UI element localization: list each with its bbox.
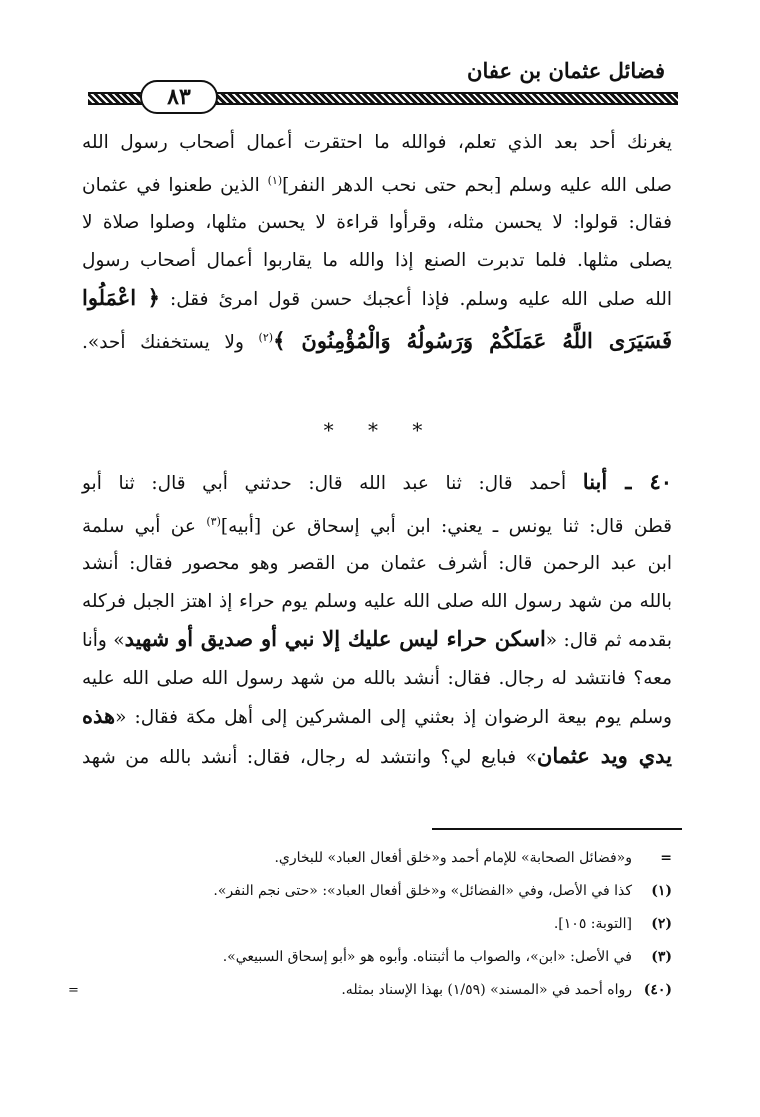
p1-line-1: يغرنك أحد بعد الذي تعلم، فوالله ما احتقرت أعمال أصحاب رسول الله (82, 132, 672, 153)
p1-line-2-text: صلى الله عليه وسلم [بحم حتى نحب الدهر النفر] (282, 174, 672, 196)
section-separator: * * * (323, 418, 437, 442)
p2-line-4: بالله من شهد رسول الله صلى الله عليه وسلم يوم حراء إذ اهتز الجبل فركله (82, 590, 672, 612)
footnote-text: [التوبة: ١٠٥]. (553, 916, 632, 932)
prophet-quote-2-end: يدي ويد عثمان (536, 742, 672, 768)
footnote-ref-3[interactable]: (٣) (206, 514, 221, 528)
p1-line-6 (82, 319, 672, 362)
footnote-text: و«فضائل الصحابة» للإمام أحمد و«خلق أفعال العباد» للبخاري. (274, 850, 632, 866)
footnote-40 (68, 974, 672, 1007)
footnote-text: في الأصل: «ابن»، والصواب ما أثبتناه. وأبوه هو «أبو إسحاق السبيعي». (222, 949, 632, 965)
footnote-mark: (٢) (651, 916, 672, 932)
prophet-quote-2-start: هذه (82, 703, 116, 729)
p2-line-6: معه؟ فانتشد له رجال. فقال: أنشد بالله من شهد رسول الله صلى الله عليه (82, 667, 672, 689)
p2-line-2-text: قطن قال: ثنا يونس ـ يعني: ابن أبي إسحاق عن [أبيه] (220, 515, 672, 537)
quran-quote-start: ﴿ اعْمَلُوا (82, 285, 160, 311)
footnote-text: رواه أحمد في «المسند» (١/٥٩) بهذا الإسناد بمثله. (341, 982, 632, 998)
p2-line-8 (82, 737, 672, 777)
footnote-continuation (72, 842, 672, 875)
prophet-quote-1: اسكن حراء ليس عليك إلا نبي أو صديق أو شهيد (124, 626, 546, 652)
footnote-ref-1[interactable]: (١) (267, 173, 283, 187)
p2-line-2 (82, 503, 672, 546)
p1-line-2-text-end: الذين طعنوا في عثمان (82, 174, 268, 196)
p2-line-7-text: وسلم يوم بيعة الرضوان إذ بعثني إلى المشركين إلى أهل مكة فقال: « (115, 707, 672, 729)
paragraph-2 (82, 463, 672, 776)
footnotes (68, 842, 672, 1007)
p2-line-2-text-end: عن أبي سلمة (82, 515, 207, 537)
page-number-badge: ٨٣ (140, 80, 218, 114)
footnote-2 (72, 908, 672, 941)
p1-line-6-text-end: ولا يستخفنك أحد». (82, 331, 259, 353)
p2-line-7 (82, 697, 672, 737)
p2-line-3: ابن عبد الرحمن قال: أشرف عثمان من القصر وهو محصور فقال: أنشد (82, 553, 672, 575)
footnote-mark: (١) (651, 883, 672, 899)
p2-line-5-text-end: » وأنا (82, 630, 125, 652)
p1-line-5 (82, 279, 672, 319)
footnote-3 (72, 941, 672, 974)
p1-line-3: فقال: قولوا: لا يحسن مثله، وقرأوا قراءة لا يحسن مثلها، وصلوا صلاة لا (82, 212, 672, 234)
p1-line-4: يصلى مثلها. فلما تدبرت الصنع إذا والله ما يقاربوا أعمال أصحاب رسول (82, 249, 672, 271)
p2-line-5-text: بقدمه ثم قال: « (545, 630, 672, 652)
p1-line-2 (82, 162, 672, 205)
footnote-divider (432, 828, 682, 830)
footnote-mark: (٤٠) (643, 982, 672, 998)
quran-quote-end: فَسَيَرَى اللَّهُ عَمَلَكُمْ وَرَسُولُهُ وَالْمُؤْمِنُونَ ﴾ (273, 327, 672, 353)
footnote-text: كذا في الأصل، وفي «الفضائل» و«خلق أفعال العباد»: «حتى نجم النفر». (213, 883, 632, 899)
paragraph-1 (82, 124, 672, 361)
footnote-ref-2[interactable]: (٢) (258, 330, 274, 344)
p2-line-5 (82, 620, 672, 660)
p2-line-1 (82, 463, 672, 503)
p2-line-8-text: » فبايع لي؟ وانتشد له رجال، فقال: أنشد بالله من شهد (82, 746, 537, 768)
footnote-mark: = (660, 850, 672, 866)
hadith-number: ٤٠ ـ أبنا (582, 469, 672, 494)
footnote-mark: (٣) (651, 949, 672, 965)
footnote-1 (72, 875, 672, 908)
running-header-title: فضائل عثمان بن عفان (467, 58, 665, 83)
p1-line-5-text: الله صلى الله عليه وسلم. فإذا أعجبك حسن قول امرئ فقل: (159, 289, 672, 311)
p2-line-1-text: أحمد قال: ثنا عبد الله قال: حدثني أبي قال: ثنا أبو (82, 473, 583, 494)
continuation-mark: = (68, 983, 79, 998)
